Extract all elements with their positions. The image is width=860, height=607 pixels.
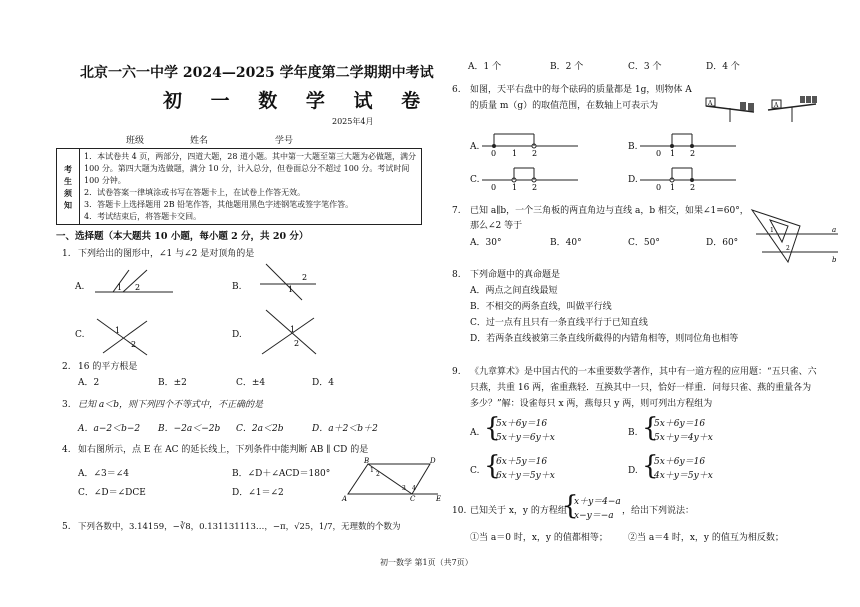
q7-option-d: D．60° xyxy=(706,238,739,248)
svg-text:2: 2 xyxy=(302,273,308,282)
q9-option-d-eq1: 5x＋6y＝16 xyxy=(654,457,706,467)
q6-number: 6. xyxy=(452,85,461,95)
notice-items xyxy=(80,149,422,225)
q5-number: 5. xyxy=(62,522,71,532)
svg-text:1: 1 xyxy=(770,227,774,234)
q9-option-a-eq2: 5x＋y＝6y＋x xyxy=(496,433,555,443)
svg-text:2: 2 xyxy=(131,340,137,349)
svg-text:2: 2 xyxy=(532,183,538,192)
exam-date: 2025年4月 xyxy=(332,117,374,126)
q1-figure-c xyxy=(95,315,165,357)
q9-option-d-eq2: 4x＋y＝5y＋x xyxy=(654,471,713,481)
q6-option-b: B. xyxy=(628,142,638,152)
q8-number: 8. xyxy=(452,270,461,280)
q3-number: 3. xyxy=(62,400,71,410)
q9-option-a-eq1: 5x＋6y＝16 xyxy=(496,419,548,429)
notice-item: 3．答题卡上选择题用 2B 铅笔作答，其他题用黑色字迹钢笔或签字笔作答。 xyxy=(84,199,354,209)
q9-stem-line2: 只燕，共重 16 两，雀重燕轻．互换其中一只，恰好一样重．问每只雀、燕的重量各为 xyxy=(470,383,812,393)
q7-triangle-figure xyxy=(748,206,848,264)
svg-text:1: 1 xyxy=(512,183,518,192)
svg-text:0: 0 xyxy=(656,183,662,192)
svg-text:a: a xyxy=(832,226,837,234)
svg-text:2: 2 xyxy=(532,149,538,158)
q6-numberline-b xyxy=(640,128,740,158)
svg-text:2: 2 xyxy=(690,183,696,192)
q10-statement-1: ①当 a＝0 时，x，y 的值都相等； xyxy=(470,533,608,543)
q1-figure-d xyxy=(258,308,328,358)
q9-option-c-eq1: 6x＋5y＝16 xyxy=(496,457,548,467)
svg-text:A: A xyxy=(342,495,348,503)
notice-box xyxy=(56,148,422,225)
svg-text:2: 2 xyxy=(690,149,696,158)
svg-text:B: B xyxy=(364,457,370,465)
svg-text:0: 0 xyxy=(491,183,497,192)
q9-stem-line3: 多少？”解：设雀每只 x 两，燕每只 y 两，则可列出方程组为 xyxy=(470,399,713,409)
q8-option-d: D．若两条直线被第三条直线所截得的内错角相等，则同位角也相等 xyxy=(470,334,739,344)
svg-text:1: 1 xyxy=(288,285,294,294)
q9-option-c-eq2: 6x＋y＝5y＋x xyxy=(496,471,555,481)
q9-option-c: C. xyxy=(470,466,480,476)
svg-text:4: 4 xyxy=(412,485,416,492)
q6-option-c: C. xyxy=(470,175,480,185)
q9-option-a: A. xyxy=(470,428,480,438)
svg-text:2: 2 xyxy=(135,283,141,292)
q6-stem-line1: 如图，天平右盘中的每个砝码的质量都是 1g，则物体 A xyxy=(470,85,692,95)
q9-option-b: B. xyxy=(628,428,638,438)
page-footer: 初一数学 第1页（共7页） xyxy=(380,558,473,567)
q7-option-b: B．40° xyxy=(550,238,582,248)
q4-number: 4. xyxy=(62,445,71,455)
q10-stem-a: 已知关于 x，y 的方程组 xyxy=(470,506,567,516)
q1-figure-a xyxy=(95,265,175,300)
q1-option-a: A. xyxy=(75,282,85,292)
svg-text:E: E xyxy=(436,495,442,503)
q10-eq1: x＋y＝4−a xyxy=(574,497,621,507)
svg-text:2: 2 xyxy=(376,471,380,478)
q3-option-c: C．2a＜2b xyxy=(236,424,284,434)
svg-text:A: A xyxy=(708,100,713,107)
q3-option-a: A．a−2＜b−2 xyxy=(78,424,141,434)
q10-statement-2: ②当 a＝4 时，x，y 的值互为相反数； xyxy=(628,533,784,543)
q2-option-d: D．4 xyxy=(312,378,334,388)
q7-number: 7. xyxy=(452,206,461,216)
q2-option-c: C．±4 xyxy=(236,378,266,388)
q3-option-d: D．a＋2＜b＋2 xyxy=(312,424,378,434)
q1-option-c: C. xyxy=(75,330,85,340)
q4-stem: 如右图所示，点 E 在 AC 的延长线上，下列条件中能判断 AB ∥ CD 的是 xyxy=(78,445,369,455)
q9-number: 9. xyxy=(452,367,461,377)
q2-option-a: A．2 xyxy=(78,378,100,388)
svg-text:3: 3 xyxy=(402,485,406,492)
q7-stem-line2: 那么∠2 等于 xyxy=(470,221,523,231)
q6-balance-figure xyxy=(702,88,822,126)
section-heading: 一、选择题（本大题共 10 小题，每小题 2 分，共 20 分） xyxy=(56,231,309,242)
q4-option-b: B．∠D＋∠ACD＝180° xyxy=(232,469,331,479)
q4-option-a: A．∠3＝∠4 xyxy=(78,469,130,479)
student-id-label: 学号 xyxy=(275,136,294,146)
svg-text:0: 0 xyxy=(656,149,662,158)
svg-text:1: 1 xyxy=(670,183,676,192)
q1-stem: 下列给出的图形中，∠1 与∠2 是对顶角的是 xyxy=(78,249,255,259)
q7-option-a: A．30° xyxy=(470,238,502,248)
svg-text:b: b xyxy=(832,256,837,264)
q5-option-c: C．3 个 xyxy=(628,62,662,72)
svg-text:1: 1 xyxy=(370,467,374,474)
q6-numberline-a xyxy=(482,128,582,158)
q10-eq2: x−y＝−a xyxy=(574,511,614,521)
q8-option-b: B．不相交的两条直线，叫做平行线 xyxy=(470,302,612,312)
q3-option-b: B．−2a＜−2b xyxy=(158,424,221,434)
q1-option-b: B. xyxy=(232,282,242,292)
q9-stem-line1: 《九章算术》是中国古代的一本重要数学著作，其中有一道方程的应用题：“五只雀、六 xyxy=(470,367,817,377)
q2-number: 2. xyxy=(62,362,71,372)
notice-item: 4．考试结束后，将答题卡交回。 xyxy=(84,211,202,221)
q4-option-c: C．∠D＝∠DCE xyxy=(78,488,146,498)
svg-text:1: 1 xyxy=(670,149,676,158)
notice-item: 1．本试卷共 4 页，两部分，四道大题，28 道小题。其中第一大题至第三大题为必做题，满分 100 分。第四大题为选做题，满分 10 分，计入总分，但卷面总分不超过 100 分。考试时间 100 分钟。 xyxy=(84,151,416,185)
q10-stem-b: ，给出下列说法： xyxy=(622,506,695,516)
q8-option-c: C．过一点有且只有一条直线平行于已知直线 xyxy=(470,318,648,328)
q9-option-a-brace: { xyxy=(484,413,501,443)
q9-option-b-eq1: 5x＋6y＝16 xyxy=(654,419,706,429)
q9-option-d: D. xyxy=(628,466,638,476)
q6-numberline-d xyxy=(640,162,740,192)
q5-option-d: D．4 个 xyxy=(706,62,740,72)
svg-text:D: D xyxy=(430,457,436,465)
q7-stem-line1: 已知 a∥b，一个三角板的两直角边与直线 a，b 相交，如果∠1=60°， xyxy=(470,206,749,216)
svg-text:C: C xyxy=(410,495,416,503)
svg-text:0: 0 xyxy=(491,149,497,158)
q9-option-c-brace: { xyxy=(484,451,501,481)
exam-subtitle: 初 一 数 学 试 卷 xyxy=(163,90,432,112)
q3-stem: 已知 a＜b，则下列四个不等式中，不正确的是 xyxy=(78,400,263,410)
notice-item: 2．试卷答案一律填涂或书写在答题卡上，在试卷上作答无效。 xyxy=(84,187,306,197)
q2-stem: 16 的平方根是 xyxy=(78,362,138,372)
svg-text:2: 2 xyxy=(786,245,790,252)
q9-option-d-brace: { xyxy=(642,451,659,481)
q9-option-b-brace: { xyxy=(642,413,659,443)
q7-option-c: C．50° xyxy=(628,238,660,248)
svg-text:1: 1 xyxy=(117,283,123,292)
q8-option-a: A．两点之间直线最短 xyxy=(470,286,558,296)
q1-figure-b xyxy=(258,262,328,302)
svg-text:A: A xyxy=(774,102,779,109)
q6-numberline-c xyxy=(482,162,582,192)
svg-text:1: 1 xyxy=(115,326,121,335)
q8-stem: 下列命题中的真命题是 xyxy=(470,270,561,280)
svg-text:1: 1 xyxy=(512,149,518,158)
exam-title: 北京一六一中学 2024—2025 学年度第二学期期中考试 xyxy=(80,65,434,81)
notice-side-label: 考 生 须 知 xyxy=(57,149,80,225)
q6-option-a: A. xyxy=(470,142,480,152)
q10-brace: { xyxy=(562,491,579,521)
q10-number: 10. xyxy=(452,506,467,516)
q1-number: 1. xyxy=(62,249,71,259)
q6-stem-line2: 的质量 m（g）的取值范围，在数轴上可表示为 xyxy=(470,101,659,111)
svg-text:2: 2 xyxy=(294,339,300,348)
q4-figure xyxy=(342,456,442,502)
q6-option-d: D. xyxy=(628,175,638,185)
q5-option-a: A．1 个 xyxy=(468,62,502,72)
q2-option-b: B．±2 xyxy=(158,378,187,388)
q5-option-b: B．2 个 xyxy=(550,62,584,72)
q4-option-d: D．∠1＝∠2 xyxy=(232,488,284,498)
svg-text:1: 1 xyxy=(290,325,296,334)
class-label: 班级 xyxy=(126,136,145,146)
q1-option-d: D. xyxy=(232,330,242,340)
q5-stem: 下列各数中，3.14159，−∛8，0.131131113…，−π，√25，1/7，无理数的个数为 xyxy=(78,522,401,532)
name-label: 姓名 xyxy=(190,136,209,146)
q9-option-b-eq2: 5x＋y＝4y＋x xyxy=(654,433,713,443)
